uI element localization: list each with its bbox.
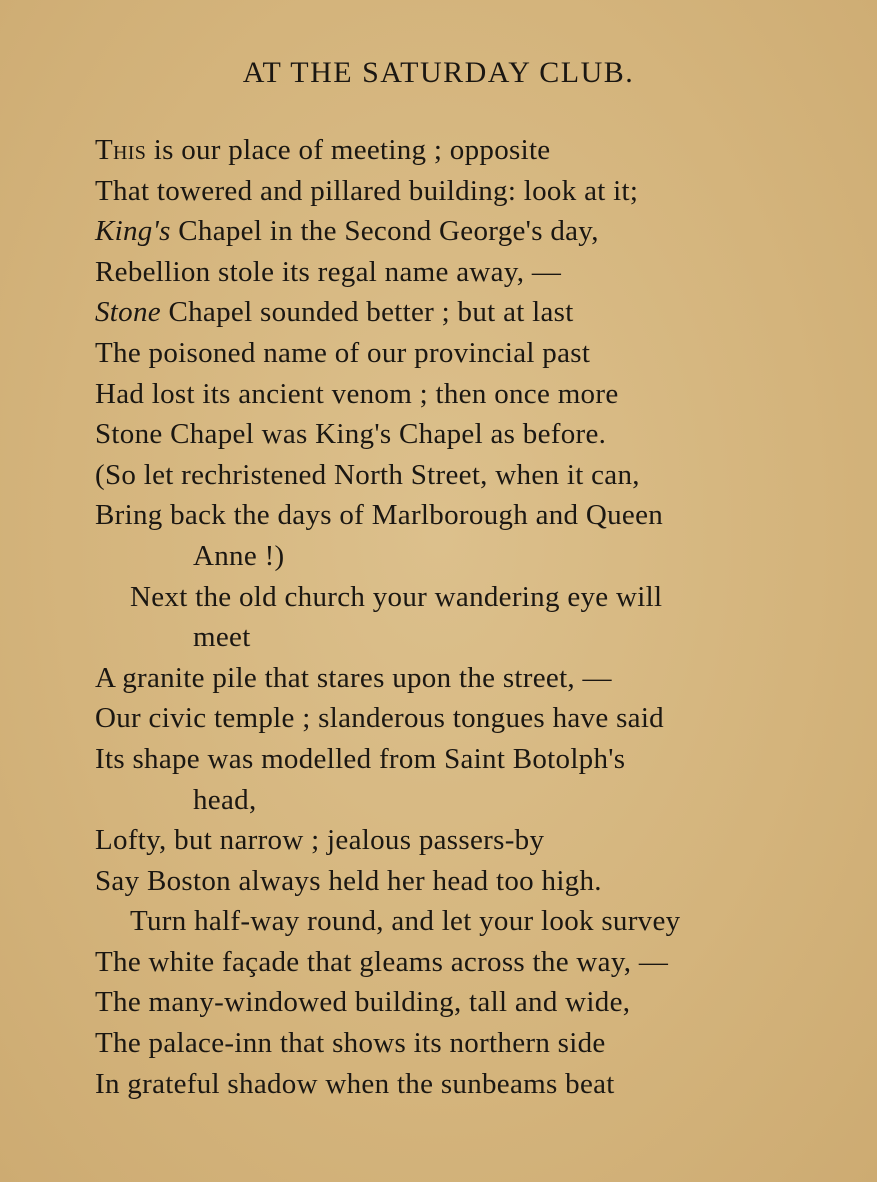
poem-line (95, 901, 785, 942)
poem-line (95, 739, 785, 780)
poem-line-text: Stone Chapel was King's Chapel as before. (95, 418, 607, 451)
poem-line-text: (So let rechristened North Street, when it can, (95, 458, 640, 491)
poem-line-text: Lofty, but narrow ; jealous passers-by (95, 824, 545, 857)
poem-line (95, 414, 785, 455)
poem-line (95, 780, 785, 821)
poem-line-text: Our civic temple ; slanderous tongues have said (95, 702, 664, 735)
poem-line (95, 861, 785, 902)
poem-line (95, 658, 785, 699)
poem-line-text: Chapel sounded better ; but at last (160, 296, 574, 329)
poem-line (95, 820, 785, 861)
poem-body (95, 130, 785, 1104)
poem-line-text: Next the old church your wandering eye will (130, 580, 663, 613)
poem-line-text: Anne !) (193, 539, 285, 572)
poem-line-text: is our place of meeting ; opposite (146, 134, 551, 166)
poem-line-text: Bring back the days of Marlborough and Queen (95, 499, 664, 532)
poem-line (95, 942, 785, 983)
poem-line-text: Turn half-way round, and let your look survey (130, 905, 681, 938)
poem-line (95, 211, 785, 252)
poem-line-text: Say Boston always held her head too high. (95, 864, 602, 897)
poem-line-text: The white façade that gleams across the way, — (95, 945, 669, 978)
poem-line (95, 374, 785, 415)
poem-line (95, 252, 785, 293)
poem-line-text: Its shape was modelled from Saint Botolph's (95, 742, 626, 775)
poem-line-text: Chapel in the Second George's day, (170, 215, 599, 248)
poem-line (95, 536, 785, 577)
poem-title: AT THE SATURDAY CLUB. (242, 56, 635, 89)
poem-line (95, 455, 785, 496)
poem-line (95, 292, 785, 333)
poem-line (95, 617, 785, 658)
poem-line-text: King's (95, 215, 171, 248)
poem-line-text: Rebellion stole its regal name away, — (95, 255, 562, 288)
poem-line-text: The poisoned name of our provincial past (95, 336, 591, 369)
poem-line-text: Had lost its ancient venom ; then once more (95, 377, 619, 410)
poem-line (95, 495, 785, 536)
poem-line (95, 577, 785, 618)
poem-line-text: head, (193, 783, 257, 816)
poem-line (95, 982, 785, 1023)
poem-line-text: Stone (95, 296, 161, 329)
poem-line-text: meet (193, 621, 251, 654)
poem-line-text: That towered and pillared building: look at it; (95, 174, 639, 207)
poem-line-text: A granite pile that stares upon the street, — (95, 661, 612, 694)
poem-line (95, 130, 785, 171)
poem-line-text: In grateful shadow when the sunbeams beat (95, 1067, 615, 1100)
poem-line-text: The many-windowed building, tall and wide, (95, 986, 631, 1019)
poem-line (95, 333, 785, 374)
poem-line-text: This (95, 134, 147, 166)
poem-line (95, 1023, 785, 1064)
poem-line (95, 698, 785, 739)
poem-line (95, 171, 785, 212)
poem-line-text: The palace-inn that shows its northern side (95, 1027, 606, 1060)
poem-line (95, 1064, 785, 1105)
